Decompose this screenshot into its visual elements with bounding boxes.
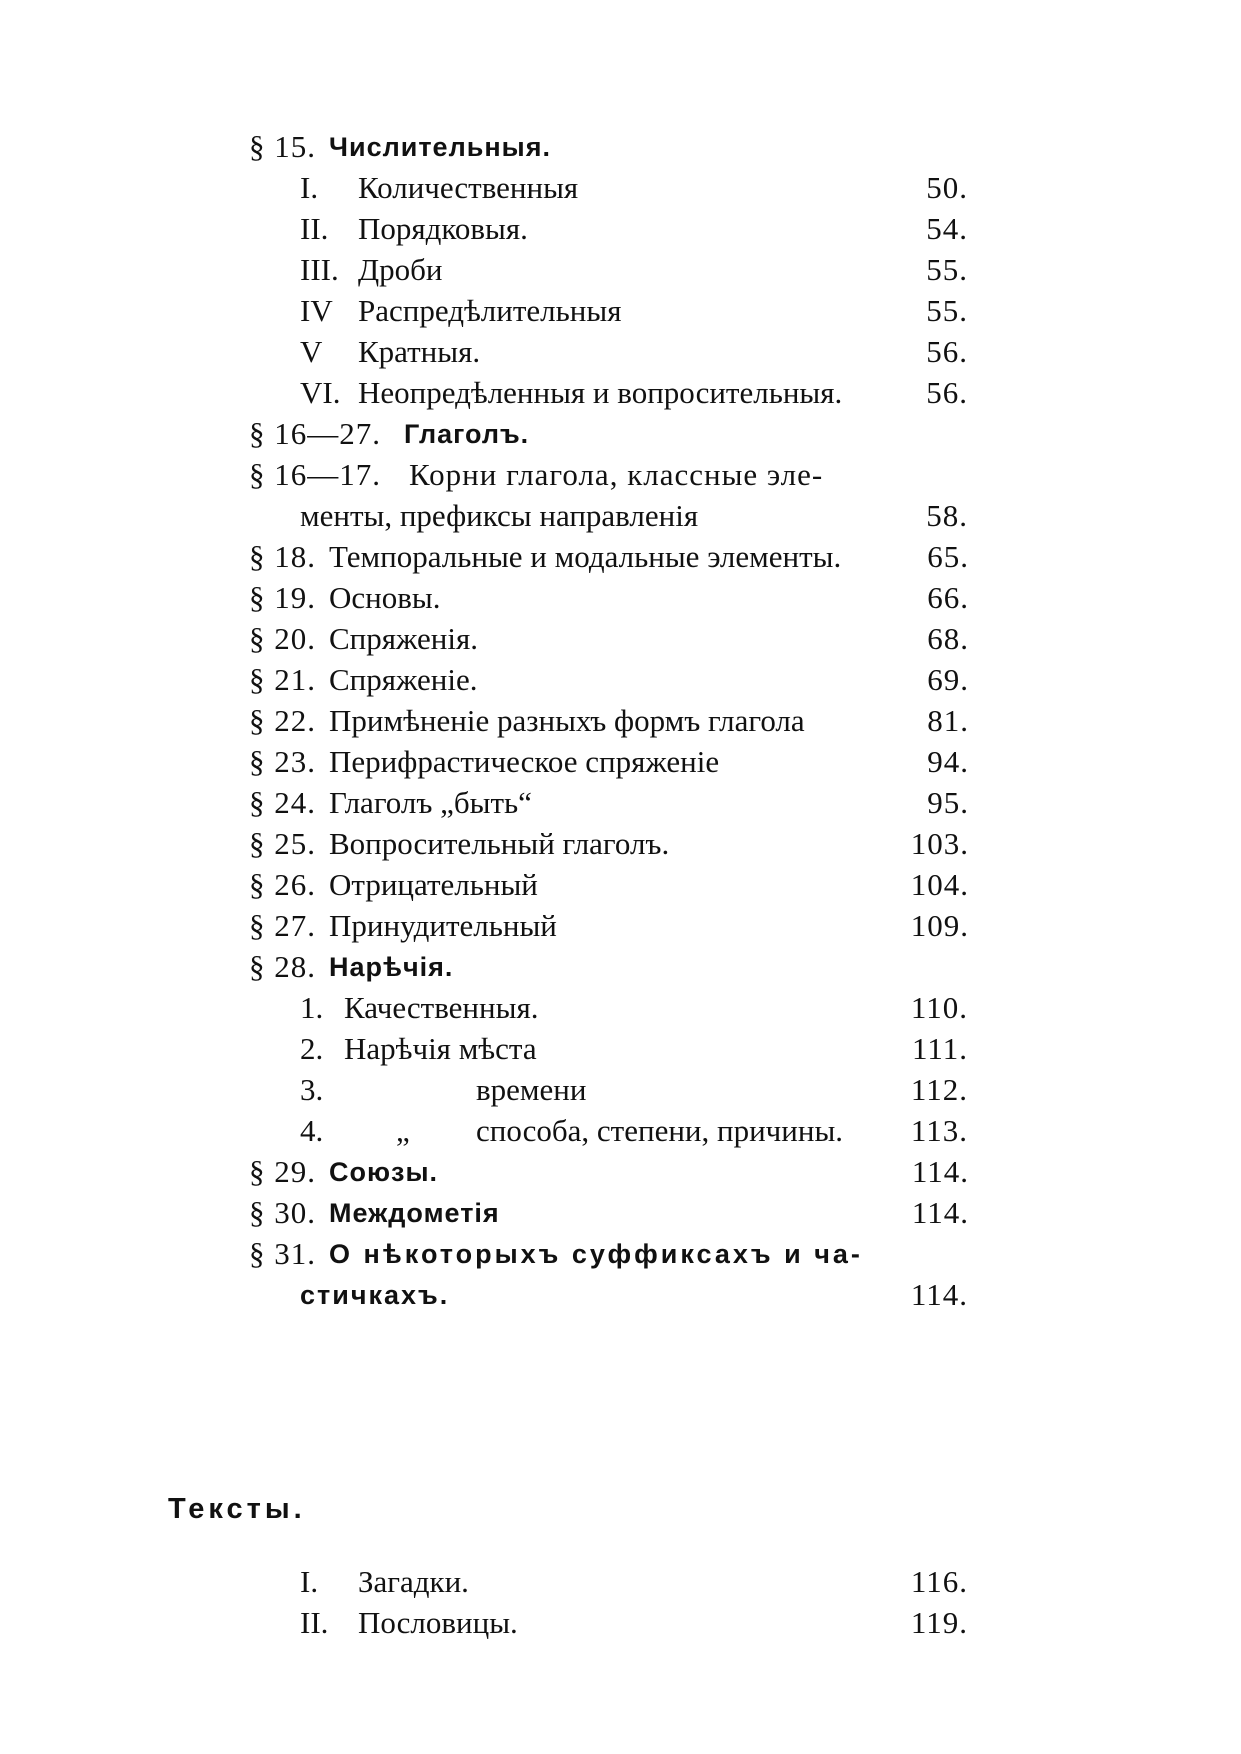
toc-entry-s15 [249,125,969,169]
page-number: 114. [910,1277,968,1312]
page-number: 55. [926,293,968,328]
section-number: § 16—27. [249,416,381,451]
toc-entry-texts-ii [300,1601,968,1645]
toc-entry-s28-4 [300,1109,968,1153]
section-title: Глаголъ „быть“ [329,785,532,820]
page-number: 56. [926,334,968,369]
toc-entry-s19 [249,576,969,620]
entry-title: Пословицы. [358,1605,518,1640]
section-number: § 15. [249,129,316,164]
entry-title: способа, степени, причины. [476,1113,844,1148]
page-number: 95. [927,785,969,820]
toc-entry-s27 [249,904,969,948]
page-number: 109. [910,908,969,943]
toc-entry-s28-2 [300,1027,968,1071]
entry-label: IV [300,293,333,328]
entry-title: Дроби [358,252,443,287]
section-number: § 23. [249,744,316,779]
entry-label: V [300,334,323,369]
page-number: 116. [910,1564,968,1599]
entry-label: II. [300,1605,329,1640]
section-title: Перифрастическое спряженіе [329,744,720,779]
page-number: 66. [927,580,969,615]
page-number: 81. [927,703,969,738]
toc-entry-s20 [249,617,969,661]
page-number: 50. [926,170,968,205]
toc-entry-s15-iii [300,248,968,292]
section-title: Глаголъ. [404,419,530,449]
section-title: Темпоральные и модальные элементы. [329,539,842,574]
section-title-line1: Корни глагола, классные эле- [409,457,824,492]
toc-entry-s29 [249,1150,969,1194]
page-number: 56. [926,375,968,410]
section-number: § 24. [249,785,316,820]
section-number: § 22. [249,703,316,738]
toc-entry-s22 [249,699,969,743]
entry-label: III. [300,252,339,287]
toc-entry-s28 [249,945,969,989]
section-number: § 20. [249,621,316,656]
section-title: Принудительный [329,908,557,943]
page-number: 114. [911,1195,969,1230]
section-number: § 30. [249,1195,316,1230]
ditto-mark: „ [396,1113,410,1148]
section-title: Союзы. [329,1157,439,1187]
page-number: 58. [926,498,968,533]
entry-label: I. [300,1564,319,1599]
section-title: Отрицательный [329,867,538,902]
page-number: 68. [927,621,969,656]
entry-title: Распредѣлительныя [358,293,622,328]
entry-label: 4. [300,1113,324,1148]
section-number: § 31. [249,1236,316,1271]
section-number: § 25. [249,826,316,861]
section-title: Примѣненіе разныхъ формъ глагола [329,703,805,738]
entry-label: 1. [300,990,324,1025]
entry-label: VI. [300,375,341,410]
toc-entry-s31 [249,1232,969,1276]
toc-entry-s31-cont [300,1273,968,1317]
section-title-line2: менты, префиксы направленія [300,498,699,533]
toc-entry-s28-1 [300,986,968,1030]
texts-heading: Тексты. [168,1493,306,1525]
section-number: § 16—17. [249,457,381,492]
section-number: § 28. [249,949,316,984]
section-number: § 27. [249,908,316,943]
entry-title: Неопредѣленныя и вопросительныя. [358,375,843,410]
toc-entry-s28-3 [300,1068,968,1112]
toc-entry-s25 [249,822,969,866]
toc-entry-s26 [249,863,969,907]
toc-entry-s23 [249,740,969,784]
entry-label: II. [300,211,329,246]
page-number: 111. [912,1031,968,1066]
toc-entry-s16-27 [249,412,969,456]
page-number: 110. [910,990,968,1025]
entry-title: Кратныя. [358,334,481,369]
toc-entry-s16-17 [249,453,969,497]
page-number: 119. [910,1605,968,1640]
page-number: 65. [927,539,969,574]
page-number: 104. [910,867,969,902]
entry-title: Нарѣчія мѣста [344,1031,537,1066]
toc-entry-s15-i [300,166,968,210]
entry-label: 2. [300,1031,324,1066]
section-title: Нарѣчія. [329,952,454,982]
section-title: Междометія [329,1198,500,1228]
section-number: § 21. [249,662,316,697]
page-number: 94. [927,744,969,779]
page-number: 54. [926,211,968,246]
entry-title: Количественныя [358,170,579,205]
page-number: 112. [910,1072,968,1107]
section-number: § 18. [249,539,316,574]
entry-title: Порядковыя. [358,211,528,246]
section-title: Числительныя. [329,132,551,162]
toc-entry-s16-17-cont [300,494,968,538]
section-title: Спряженіе. [329,662,478,697]
section-number: § 19. [249,580,316,615]
page-number: 114. [911,1154,969,1189]
entry-label: 3. [300,1072,324,1107]
page-number: 55. [926,252,968,287]
section-title: Спряженія. [329,621,479,656]
section-number: § 29. [249,1154,316,1189]
entry-title: Загадки. [358,1564,469,1599]
section-title: Основы. [329,580,441,615]
toc-entry-s18 [249,535,969,579]
entry-title: времени [476,1072,587,1107]
page-number: 103. [910,826,969,861]
page-number: 69. [927,662,969,697]
toc-entry-s24 [249,781,969,825]
toc-entry-s15-iv [300,289,968,333]
toc-entry-s15-ii [300,207,968,251]
toc-entry-s15-v [300,330,968,374]
section-title: Вопросительный глаголъ. [329,826,670,861]
toc-entry-s21 [249,658,969,702]
page-number: 113. [910,1113,968,1148]
toc-entry-s15-vi [300,371,968,415]
section-title-line2: стичкахъ. [300,1280,450,1310]
section-number: § 26. [249,867,316,902]
section-title-line1: О нѣкоторыхъ суффиксахъ и ча- [329,1239,863,1269]
toc-entry-s30 [249,1191,969,1235]
entry-label: I. [300,170,319,205]
entry-title: Качественныя. [344,990,539,1025]
toc-entry-texts-i [300,1560,968,1604]
